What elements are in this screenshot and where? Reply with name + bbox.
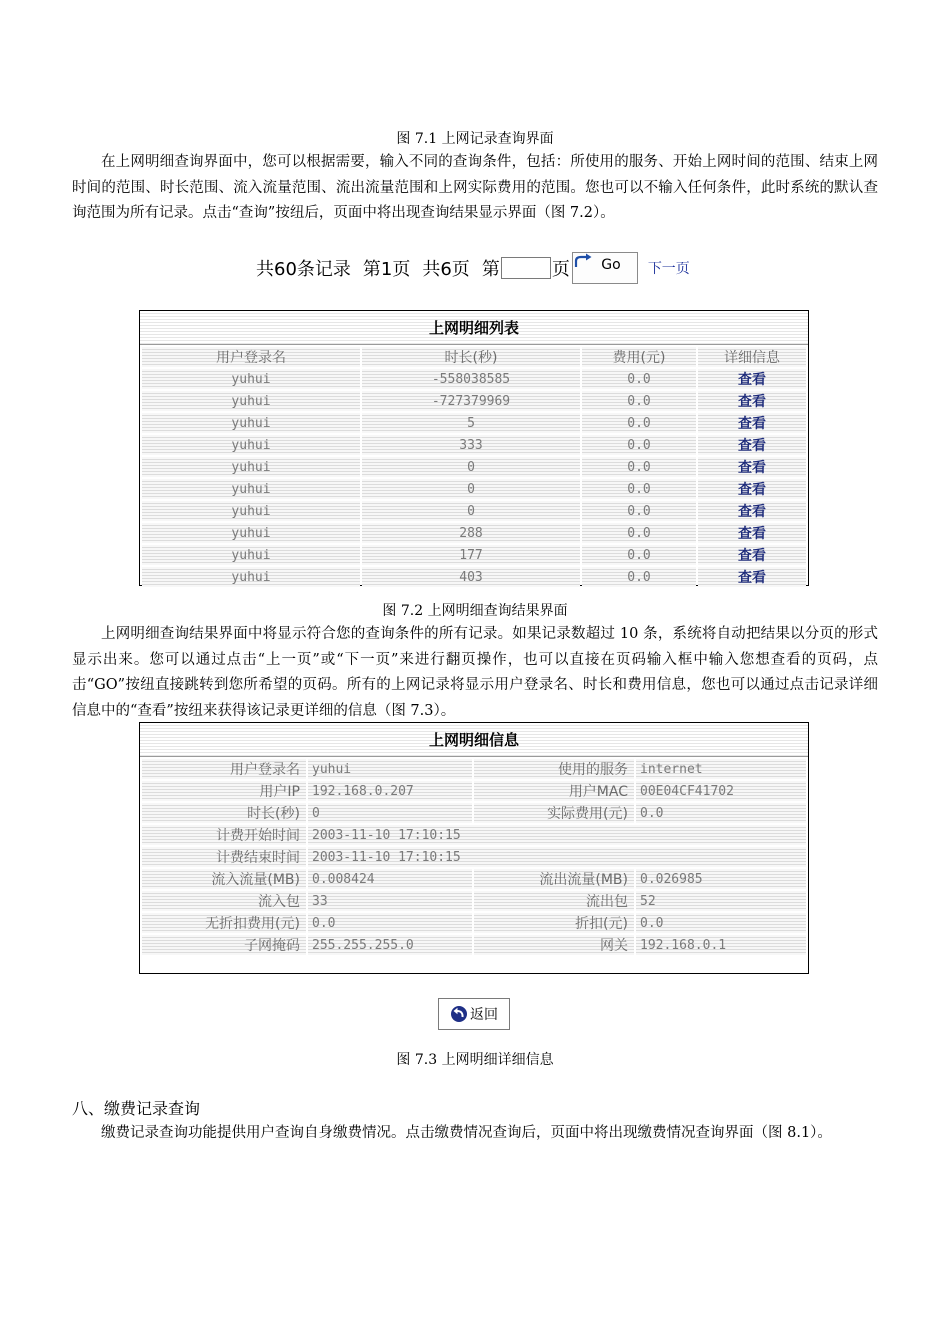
view-details-link[interactable]: 查看 <box>698 457 806 477</box>
cell-fee: 0.0 <box>582 391 696 411</box>
table-row <box>142 457 806 477</box>
view-details-link[interactable]: 查看 <box>698 369 806 389</box>
table-row <box>142 545 806 565</box>
cell-duration: 0 <box>362 479 580 499</box>
field-label: 使用的服务 <box>474 759 634 779</box>
column-header: 时长(秒) <box>362 347 580 367</box>
cell-username: yuhui <box>142 369 360 389</box>
table-row <box>142 501 806 521</box>
view-details-link[interactable]: 查看 <box>698 435 806 455</box>
cell-username: yuhui <box>142 567 360 587</box>
detail-row <box>142 803 806 823</box>
field-value: 0.0 <box>308 913 472 933</box>
cell-duration: 5 <box>362 413 580 433</box>
field-value: 52 <box>636 891 806 911</box>
field-value: 33 <box>308 891 472 911</box>
paragraph-payment-query: 缴费记录查询功能提供用户查询自身缴费情况。点击缴费情况查询后，页面中将出现缴费情况查询界面（图 8.1）。 <box>101 1125 832 1141</box>
detail-grid <box>140 757 808 957</box>
section-heading: 八、缴费记录查询 <box>72 1099 201 1118</box>
table-row <box>142 479 806 499</box>
cell-fee: 0.0 <box>582 523 696 543</box>
table-row <box>142 413 806 433</box>
detail-row <box>142 891 806 911</box>
cell-duration: 0 <box>362 457 580 477</box>
detail-row <box>142 781 806 801</box>
cell-fee: 0.0 <box>582 501 696 521</box>
detail-row <box>142 913 806 933</box>
next-page-link[interactable]: 下一页 <box>647 261 690 277</box>
field-label: 计费结束时间 <box>142 847 306 867</box>
field-value: 2003-11-10 17:10:15 <box>308 847 806 867</box>
field-label: 用户MAC <box>474 781 634 801</box>
field-value: 00E04CF41702 <box>636 781 806 801</box>
paragraph-query-intro: 在上网明细查询界面中，您可以根据需要，输入不同的查询条件，包括：所使用的服务、开始上网时间的范围、结束上网时间的范围、时长范围、流入流量范围、流出流量范围和上网实际费用的范围。您也可以不输入任何条件，此时系统的默认查询范围为所有记录。点击“查询”按纽后，页面中将出现查询结果显示界面（图 7.2）。 <box>72 154 878 221</box>
view-details-link[interactable]: 查看 <box>698 413 806 433</box>
column-header: 用户登录名 <box>142 347 360 367</box>
field-value: 0.026985 <box>636 869 806 889</box>
field-label: 用户登录名 <box>142 759 306 779</box>
cell-fee: 0.0 <box>582 369 696 389</box>
record-list-table <box>139 310 809 586</box>
field-label: 用户IP <box>142 781 306 801</box>
view-details-link[interactable]: 查看 <box>698 567 806 587</box>
pager-goto-prefix: 第 <box>481 259 500 280</box>
column-header: 详细信息 <box>698 347 806 367</box>
cell-fee: 0.0 <box>582 567 696 587</box>
cell-fee: 0.0 <box>582 435 696 455</box>
cell-username: yuhui <box>142 479 360 499</box>
cell-fee: 0.0 <box>582 413 696 433</box>
cell-username: yuhui <box>142 501 360 521</box>
cell-duration: 177 <box>362 545 580 565</box>
cell-fee: 0.0 <box>582 457 696 477</box>
detail-row <box>142 825 806 845</box>
go-button-label: Go <box>601 257 621 273</box>
table-row <box>142 369 806 389</box>
field-label: 子网掩码 <box>142 935 306 955</box>
figure-caption-7-1: 图 7.1 上网记录查询界面 <box>396 131 554 147</box>
pager-total-records: 共60条记录 <box>256 259 351 280</box>
field-label: 计费开始时间 <box>142 825 306 845</box>
cell-username: yuhui <box>142 523 360 543</box>
field-label: 流入流量(MB) <box>142 869 306 889</box>
view-details-link[interactable]: 查看 <box>698 501 806 521</box>
field-value: 2003-11-10 17:10:15 <box>308 825 806 845</box>
pager-total-pages: 共6页 <box>422 259 470 280</box>
field-value: 192.168.0.1 <box>636 935 806 955</box>
back-button[interactable] <box>438 998 510 1030</box>
go-button[interactable] <box>572 252 638 284</box>
table-header-row <box>142 347 806 367</box>
cell-duration: -727379969 <box>362 391 580 411</box>
field-label: 时长(秒) <box>142 803 306 823</box>
field-label: 无折扣费用(元) <box>142 913 306 933</box>
back-arrow-icon <box>450 1005 468 1023</box>
detail-row <box>142 935 806 955</box>
field-label: 流出流量(MB) <box>474 869 634 889</box>
field-value: 0 <box>308 803 472 823</box>
redo-arrow-icon <box>573 253 593 269</box>
cell-username: yuhui <box>142 391 360 411</box>
pager-current-page: 第1页 <box>362 259 411 280</box>
field-value: 0.0 <box>636 913 806 933</box>
view-details-link[interactable]: 查看 <box>698 391 806 411</box>
field-value: internet <box>636 759 806 779</box>
cell-duration: -558038585 <box>362 369 580 389</box>
table-row <box>142 391 806 411</box>
cell-username: yuhui <box>142 435 360 455</box>
paragraph-result-description: 上网明细查询结果界面中将显示符合您的查询条件的所有记录。如果记录数超过 10 条，系统将自动把结果以分页的形式显示出来。您可以通过点击“上一页”或“下一页”来进行翻页操作，也可以直接在页码输入框中输入您想查看的页码，点击“GO”按纽直接跳转到您所希望的页码。所有的上网记录将显示用户登录名、时长和费用信息，您也可以通过点击记录详细信息中的“查看”按纽来获得该记录更详细的信息（图 7.3）。 <box>72 626 878 719</box>
field-value: 0.008424 <box>308 869 472 889</box>
detail-table-title: 上网明细信息 <box>140 723 808 757</box>
view-details-link[interactable]: 查看 <box>698 479 806 499</box>
cell-username: yuhui <box>142 457 360 477</box>
figure-caption-7-2: 图 7.2 上网明细查询结果界面 <box>382 603 568 619</box>
pager-goto-suffix: 页 <box>551 259 570 280</box>
column-header: 费用(元) <box>582 347 696 367</box>
table-row <box>142 523 806 543</box>
detail-row <box>142 847 806 867</box>
field-value: 255.255.255.0 <box>308 935 472 955</box>
cell-username: yuhui <box>142 545 360 565</box>
detail-row <box>142 759 806 779</box>
field-label: 实际费用(元) <box>474 803 634 823</box>
figure-caption-7-3: 图 7.3 上网明细详细信息 <box>396 1052 554 1068</box>
cell-duration: 333 <box>362 435 580 455</box>
view-details-link[interactable]: 查看 <box>698 523 806 543</box>
field-value: 0.0 <box>636 803 806 823</box>
detail-row <box>142 869 806 889</box>
cell-fee: 0.0 <box>582 479 696 499</box>
cell-username: yuhui <box>142 413 360 433</box>
field-value: yuhui <box>308 759 472 779</box>
cell-duration: 0 <box>362 501 580 521</box>
pager <box>256 250 690 286</box>
record-detail-table <box>139 722 809 974</box>
cell-duration: 403 <box>362 567 580 587</box>
cell-duration: 288 <box>362 523 580 543</box>
field-label: 流出包 <box>474 891 634 911</box>
cell-fee: 0.0 <box>582 545 696 565</box>
field-label: 折扣(元) <box>474 913 634 933</box>
field-value: 192.168.0.207 <box>308 781 472 801</box>
table-row <box>142 435 806 455</box>
back-button-label: 返回 <box>470 1007 498 1023</box>
list-grid <box>140 345 808 589</box>
field-label: 流入包 <box>142 891 306 911</box>
list-table-title: 上网明细列表 <box>140 311 808 345</box>
field-label: 网关 <box>474 935 634 955</box>
page-number-input[interactable] <box>501 257 551 279</box>
view-details-link[interactable]: 查看 <box>698 545 806 565</box>
table-row <box>142 567 806 587</box>
